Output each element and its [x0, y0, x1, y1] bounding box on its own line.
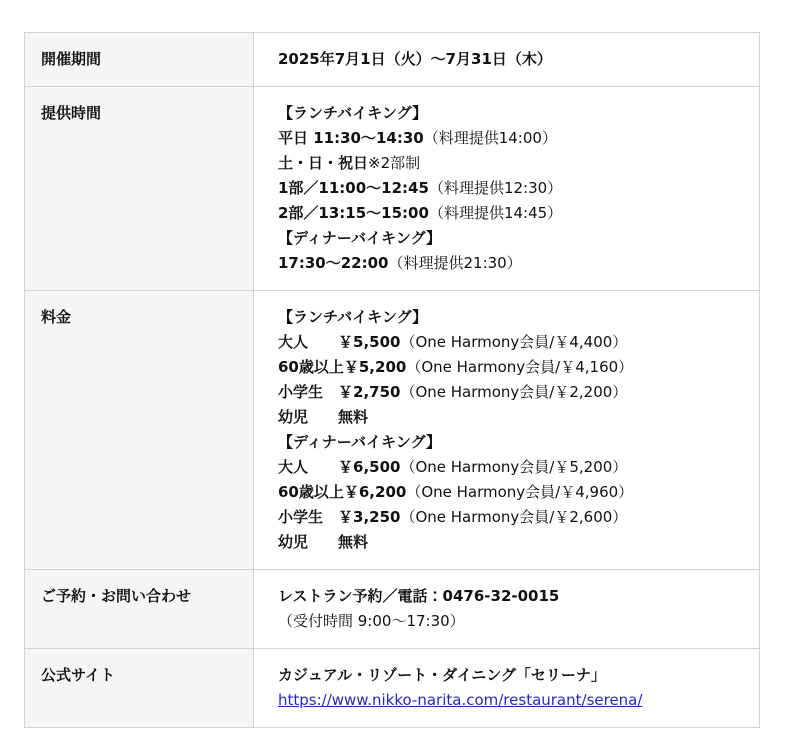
content-line — [278, 609, 743, 634]
text-segment: （One Harmony会員/￥5,200） — [400, 458, 628, 476]
text-segment: （One Harmony会員/￥4,160） — [406, 358, 634, 376]
table-row — [25, 291, 760, 570]
text-segment: 60歳以上￥5,200 — [278, 358, 407, 376]
content-line — [278, 688, 743, 713]
text-segment: （One Harmony会員/￥2,600） — [400, 508, 628, 526]
text-segment: 幼児 無料 — [278, 408, 369, 426]
row-label: ご予約・お問い合わせ — [25, 570, 254, 649]
text-segment: 60歳以上￥6,200 — [278, 483, 407, 501]
content-line — [278, 480, 743, 505]
text-segment: 【ランチバイキング】 — [278, 308, 428, 326]
text-segment: 大人 ￥5,500 — [278, 333, 401, 351]
row-content — [254, 649, 760, 728]
text-segment: （料理提供21:30） — [388, 254, 522, 272]
content-line — [278, 176, 743, 201]
text-segment: 1部／11:00～12:45 — [278, 179, 429, 197]
content-line — [278, 405, 743, 430]
content-line — [278, 584, 743, 609]
content-line — [278, 430, 743, 455]
text-segment: 小学生 ￥3,250 — [278, 508, 401, 526]
text-segment: ※2部制 — [368, 154, 421, 172]
table-row — [25, 87, 760, 291]
text-segment: 【ディナーバイキング】 — [278, 229, 442, 247]
content-line — [278, 201, 743, 226]
text-segment: （One Harmony会員/￥4,400） — [400, 333, 628, 351]
table-row — [25, 649, 760, 728]
website-link[interactable]: https://www.nikko-narita.com/restaurant/serena/ — [278, 691, 643, 709]
content-line — [278, 151, 743, 176]
text-segment: （料理提供14:45） — [428, 204, 563, 222]
content-line — [278, 47, 743, 72]
content-line — [278, 305, 743, 330]
row-content — [254, 87, 760, 291]
row-label: 提供時間 — [25, 87, 254, 291]
text-segment: （One Harmony会員/￥2,200） — [400, 383, 628, 401]
row-content — [254, 33, 760, 87]
row-content — [254, 291, 760, 570]
table-row — [25, 33, 760, 87]
content-line — [278, 101, 743, 126]
content-line — [278, 355, 743, 380]
text-segment: 平日 11:30～14:30 — [278, 129, 424, 147]
text-segment: 2025年7月1日（火）～7月31日（木） — [278, 50, 552, 68]
text-segment: （料理提供14:00） — [423, 129, 557, 147]
text-segment: 小学生 ￥2,750 — [278, 383, 401, 401]
text-segment: 幼児 無料 — [278, 533, 369, 551]
content-line — [278, 380, 743, 405]
row-content — [254, 570, 760, 649]
info-table-body — [25, 33, 760, 728]
text-segment: 大人 ￥6,500 — [278, 458, 401, 476]
row-label: 開催期間 — [25, 33, 254, 87]
text-segment: （料理提供12:30） — [428, 179, 563, 197]
text-segment: レストラン予約／電話：0476-32-0015 — [278, 587, 560, 605]
text-segment: 土・日・祝日 — [278, 154, 369, 172]
table-row — [25, 570, 760, 649]
text-segment: 2部／13:15～15:00 — [278, 204, 429, 222]
content-line — [278, 530, 743, 555]
text-segment: （受付時間 9:00～17:30） — [278, 612, 465, 630]
text-segment: カジュアル・リゾート・ダイニング「セリーナ」 — [278, 666, 606, 684]
text-segment: （One Harmony会員/￥4,960） — [406, 483, 634, 501]
row-label: 公式サイト — [25, 649, 254, 728]
content-line — [278, 251, 743, 276]
content-line — [278, 330, 743, 355]
content-line — [278, 226, 743, 251]
content-line — [278, 663, 743, 688]
row-label: 料金 — [25, 291, 254, 570]
text-segment: 17:30～22:00 — [278, 254, 389, 272]
content-line — [278, 126, 743, 151]
event-info-table — [24, 32, 760, 728]
content-line — [278, 455, 743, 480]
text-segment: 【ディナーバイキング】 — [278, 433, 442, 451]
content-line — [278, 505, 743, 530]
text-segment: 【ランチバイキング】 — [278, 104, 428, 122]
